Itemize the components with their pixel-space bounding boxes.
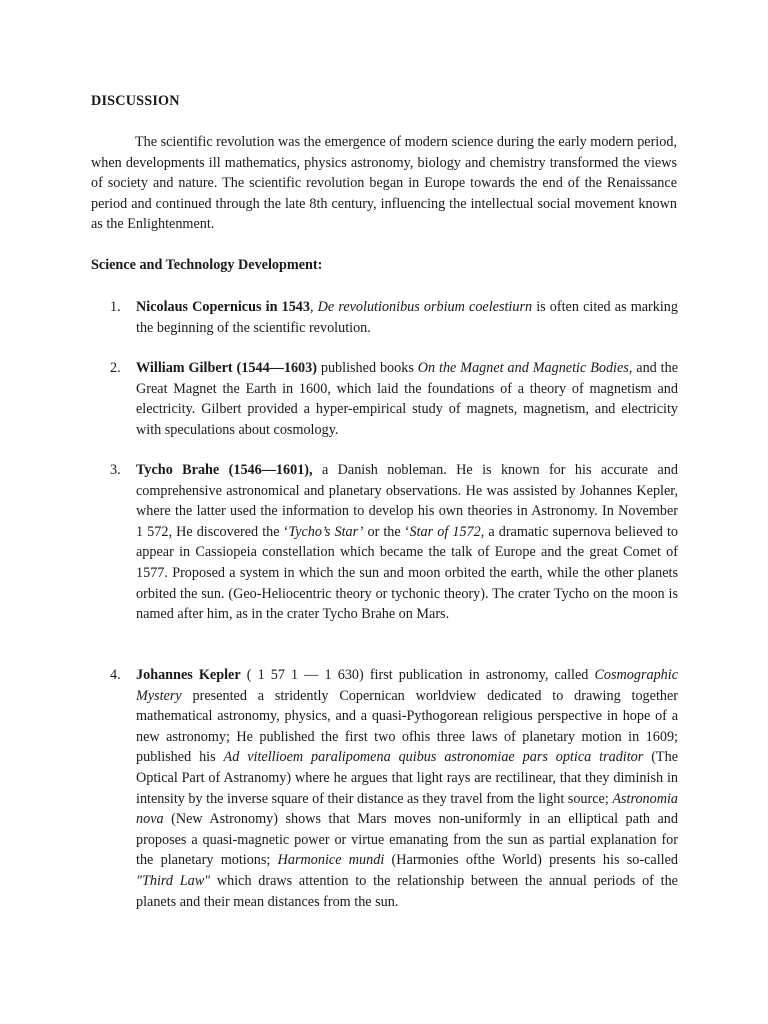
- list-item-body: [136, 358, 678, 440]
- item-text: (Harmonies ofthe World) presents his so-called: [384, 852, 678, 869]
- item-text: published books: [316, 360, 418, 376]
- list-item: [110, 297, 678, 338]
- item-text: , and the Great Magnet the Earth in 1600, which laid the foundations of a theory of magnetism and electricity. Gilbert provided a hyper-empirical study of magnets, magnetism, and electricity with speculations about cosmology.: [136, 360, 678, 438]
- item-text: a Danish nobleman. He is known for his accurate and comprehensive astronomical and planetary observations. He was assisted by Johannes Kepler, where the latter used the information to develop his own theories in Astronomy. In November 1 572, He discovered the ‘: [136, 462, 678, 540]
- item-text: is often cited as marking the beginning of the scientific revolution.: [136, 299, 678, 336]
- list-item-body: [136, 665, 678, 912]
- list-item-number: 2.: [110, 360, 121, 376]
- section-heading: DISCUSSION: [91, 93, 180, 109]
- item-text: or the ‘: [363, 523, 410, 540]
- item-text: ,: [309, 299, 318, 315]
- work-title: On the Magnet and Magnetic Bodies: [417, 360, 629, 376]
- scientist-name: Nicolaus Copernicus in 1543: [136, 299, 310, 315]
- work-title: Star of 1572: [409, 523, 481, 540]
- list-item: [110, 665, 678, 912]
- list-item: [110, 358, 678, 440]
- work-title: Tycho’s Star’: [288, 523, 364, 540]
- item-text: (New Astronomy) shows that Mars moves non-uniformly in an elliptical path and proposes a quasi-magnetic power or virtue emanating from the sun as partial explanation for the planetary motions;: [136, 811, 678, 869]
- work-title: Cosmographic Mystery: [136, 667, 679, 704]
- item-text: , a dramatic supernova believed to appear in Cassiopeia constellation which became the talk of Europe and the great Comet of 1577. Proposed a system in which the sun and moon orbited the earth, while the other planets orbited the sun. (Geo-Heliocentric theory or tychonic theory). The crater Tycho on the moon is named after him, as in the crater Tycho Brahe on Mars.: [136, 523, 678, 623]
- work-title: Astronomia nova: [136, 790, 679, 828]
- list-item-number: 3.: [110, 462, 121, 478]
- list-item-body: [136, 297, 678, 338]
- work-title: De revolutionibus orbium coelestiurn: [317, 299, 533, 315]
- list-item-number: 1.: [110, 299, 121, 315]
- scientist-name: William Gilbert (1544—1603): [136, 360, 317, 376]
- subsection-heading: Science and Technology Development:: [91, 257, 323, 273]
- intro-text: The scientific revolution was the emergence of modern science during the early modern period, when developments ill mathematics, physics astronomy, biology and chemistry transformed the views of society and nature. The scientific revolution began in Europe towards the end of the Renaissance period and continued through the late 8th century, influencing the intellectual social movement known as the Enlightenment.: [91, 134, 677, 233]
- work-title: Ad vitellioem paralipomena quibus astronomiae pars optica traditor: [223, 749, 644, 766]
- item-text: presented a stridently Copernican worldview dedicated to drawing together mathematical astronomy, physics, and a quasi-Pythogorean religious perspective in hope of a new astronomy; He published the first two ofhis three laws of planetary motion in 1609; published his: [136, 687, 678, 766]
- item-text: (The Optical Part of Astranomy) where he argues that light rays are rectilinear, that they diminish in intensity by the inverse square of their distance as they travel from the light source;: [136, 749, 678, 807]
- list-item-number: 4.: [110, 667, 121, 683]
- item-text: which draws attention to the relationship between the annual periods of the planets and their mean distances from the sun.: [136, 872, 678, 910]
- scientist-name: Tycho Brahe (1546—1601),: [136, 462, 313, 478]
- work-title: "Third Law": [136, 872, 211, 889]
- scientist-name: Johannes Kepler: [136, 667, 241, 683]
- item-text: ( 1 57 1 — 1 630) first publication in astronomy, called: [240, 667, 595, 683]
- intro-paragraph: [91, 132, 677, 235]
- list-item-body: [136, 460, 678, 625]
- list-item: [110, 460, 678, 625]
- work-title: Harmonice mundi: [277, 852, 385, 869]
